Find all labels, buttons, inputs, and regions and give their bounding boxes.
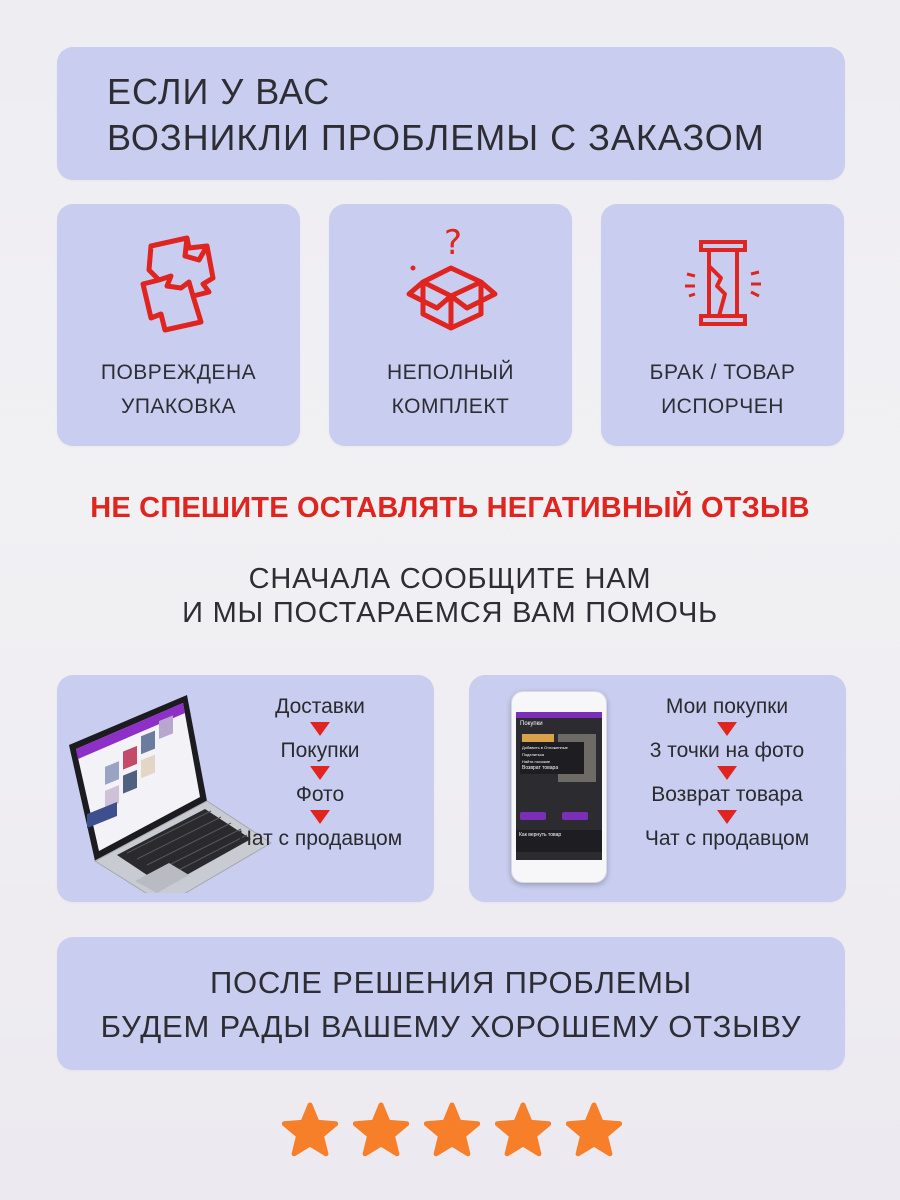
step-seller-chat: Чат с продавцом bbox=[237, 827, 403, 850]
problem-card-damaged-packaging bbox=[57, 204, 300, 446]
step-deliveries: Доставки bbox=[275, 695, 365, 718]
mobile-steps-card bbox=[469, 675, 846, 902]
torn-paper-icon bbox=[57, 226, 300, 336]
phone-screen-title: Покупки bbox=[516, 718, 602, 730]
star-icon bbox=[566, 1102, 622, 1158]
footer-line-1: ПОСЛЕ РЕШЕНИЯ ПРОБЛЕМЫ bbox=[209, 965, 693, 1000]
arrow-down-icon bbox=[717, 810, 737, 824]
star-icon bbox=[424, 1102, 480, 1158]
star-icon bbox=[353, 1102, 409, 1158]
footer-card bbox=[57, 937, 845, 1070]
star-icon bbox=[495, 1102, 551, 1158]
star-icon bbox=[282, 1102, 338, 1158]
subtitle: СНАЧАЛА СООБЩИТЕ НАМ И МЫ ПОСТАРАЕМСЯ ВАМ ПОМОЧЬ bbox=[182, 563, 718, 629]
arrow-down-icon bbox=[310, 810, 330, 824]
problem-label: ПОВРЕЖДЕНА УПАКОВКА bbox=[100, 361, 257, 418]
header-title-line-1: ЕСЛИ У ВАС bbox=[107, 71, 331, 112]
step-purchases: Покупки bbox=[280, 739, 360, 762]
phone-banner: Как вернуть товар bbox=[516, 830, 602, 852]
arrow-down-icon bbox=[717, 766, 737, 780]
problem-label: БРАК / ТОВАР ИСПОРЧЕН bbox=[649, 361, 796, 418]
phone-image: Покупки Добавить в Отложенные Поделиться Найти похожие Возврат товара Как вернуть товар bbox=[511, 691, 607, 883]
arrow-down-icon bbox=[717, 722, 737, 736]
arrow-down-icon bbox=[310, 766, 330, 780]
arrow-down-icon bbox=[310, 722, 330, 736]
step-my-purchases: Мои покупки bbox=[665, 695, 789, 718]
broken-hourglass-icon bbox=[601, 226, 844, 336]
problem-label: НЕПОЛНЫЙ КОМПЛЕКТ bbox=[387, 361, 514, 418]
step-three-dots: 3 точки на фото bbox=[649, 739, 805, 762]
warning-text: НЕ СПЕШИТЕ ОСТАВЛЯТЬ НЕГАТИВНЫЙ ОТЗЫВ bbox=[90, 492, 810, 524]
svg-text:?: ? bbox=[443, 223, 462, 263]
rating-stars bbox=[282, 1102, 622, 1158]
step-return-item: Возврат товара bbox=[651, 783, 803, 806]
header-card bbox=[57, 47, 845, 180]
mobile-steps bbox=[622, 693, 832, 853]
footer-line-2: БУДЕМ РАДЫ ВАШЕМУ ХОРОШЕМУ ОТЗЫВУ bbox=[100, 1009, 802, 1044]
step-seller-chat: Чат с продавцом bbox=[644, 827, 810, 850]
problem-card-defective-item bbox=[601, 204, 844, 446]
open-box-question-icon bbox=[329, 223, 572, 336]
problem-card-incomplete-set bbox=[329, 204, 572, 446]
desktop-steps bbox=[215, 693, 425, 853]
header-title-line-2: ВОЗНИКЛИ ПРОБЛЕМЫ С ЗАКАЗОМ bbox=[107, 117, 765, 158]
step-photo: Фото bbox=[295, 783, 345, 806]
desktop-steps-card bbox=[57, 675, 434, 902]
